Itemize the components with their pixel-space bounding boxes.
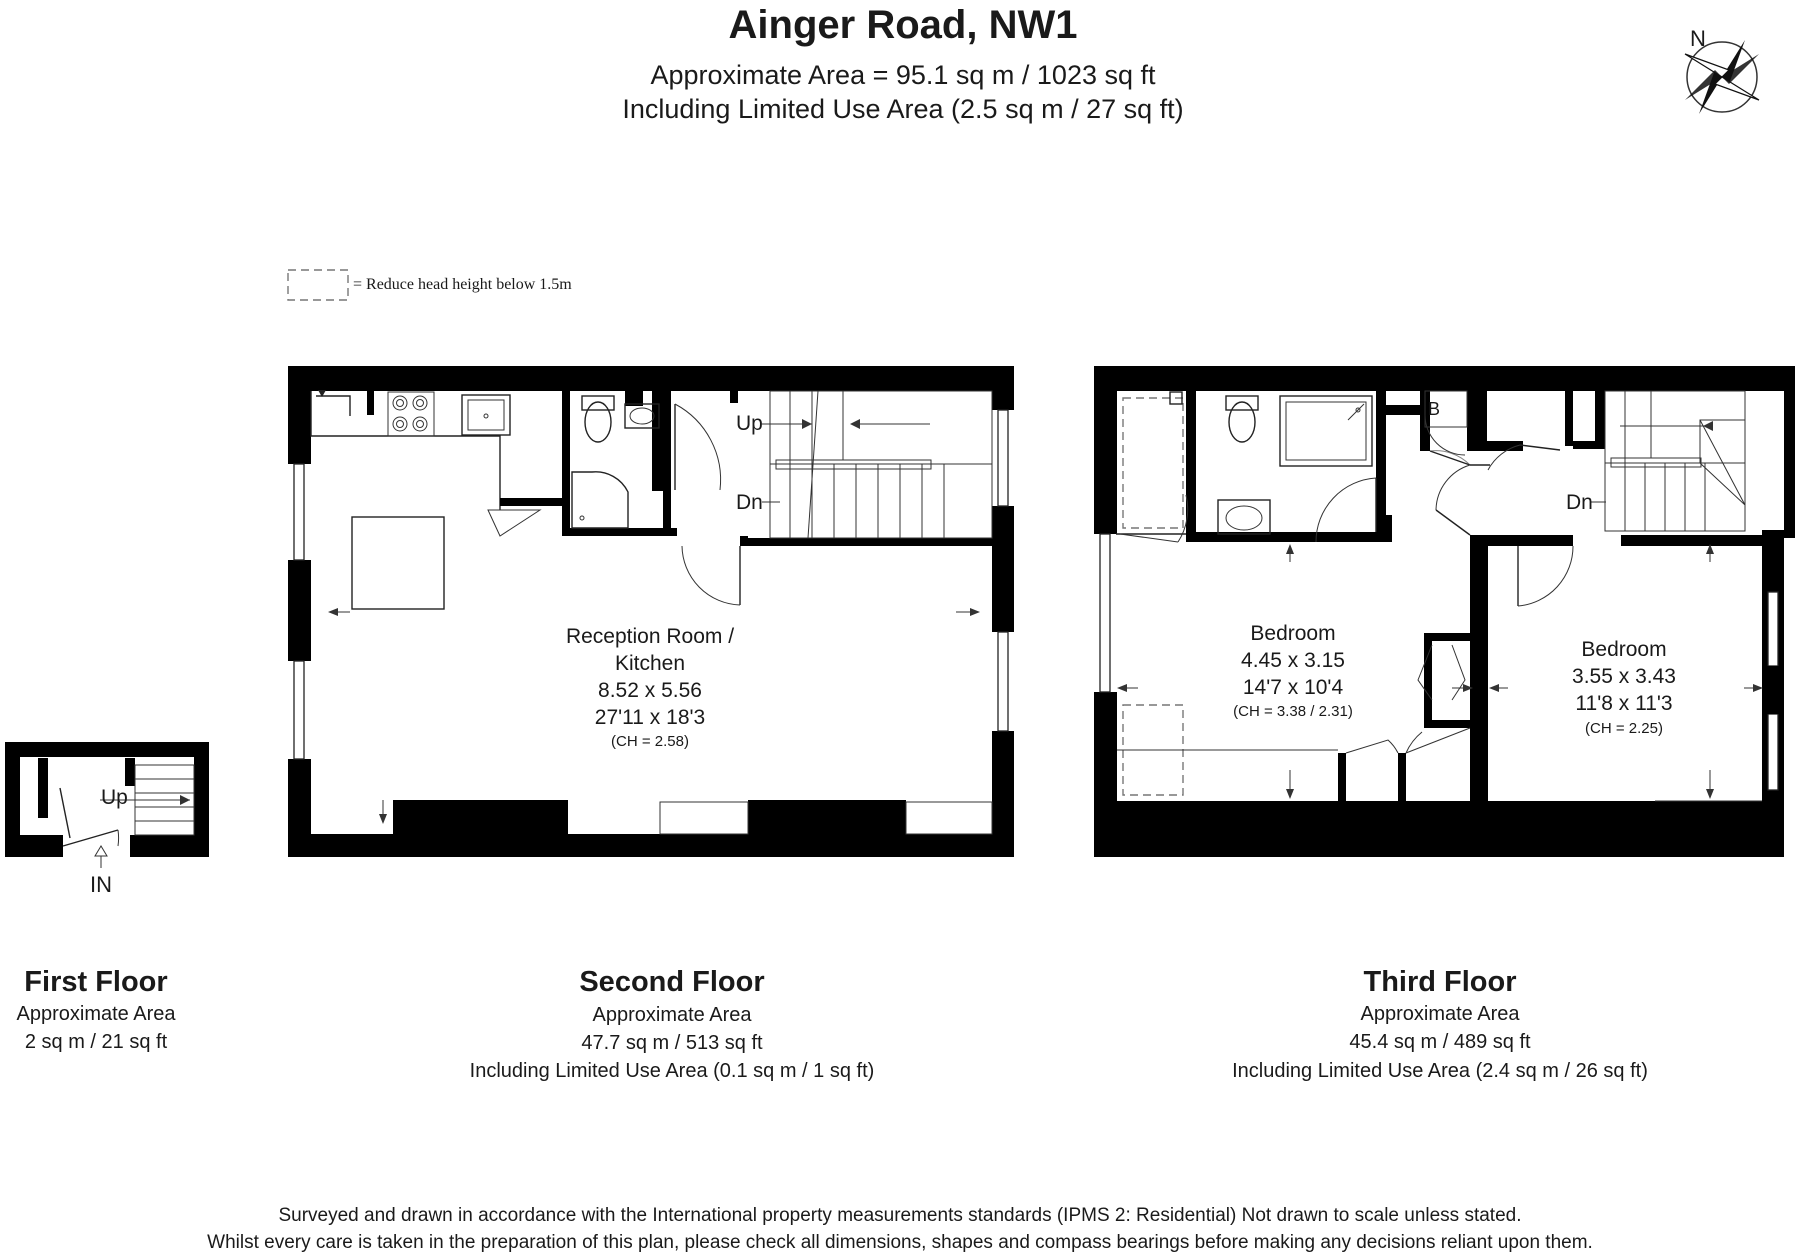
third-floor-plan bbox=[1094, 366, 1795, 857]
third-floor-area-label: Approximate Area bbox=[1360, 1003, 1520, 1025]
third-floor-caption bbox=[1232, 966, 1648, 1082]
reception-room-name-1: Reception Room / bbox=[565, 625, 735, 648]
second-floor-area-label: Approximate Area bbox=[592, 1004, 752, 1026]
reception-room-metric: 8.52 x 5.56 bbox=[598, 679, 702, 702]
compass-north-label: N bbox=[1690, 26, 1706, 51]
limited-use-area: Including Limited Use Area (2.5 sq m / 27 sq ft) bbox=[622, 94, 1184, 124]
bedroom-2-ceiling: (CH = 2.25) bbox=[1585, 720, 1663, 737]
reception-room-label bbox=[566, 625, 734, 750]
bedroom-1-ceiling: (CH = 3.38 / 2.31) bbox=[1233, 703, 1353, 720]
entrance-label: IN bbox=[90, 872, 112, 897]
boiler-label: B bbox=[1427, 399, 1441, 419]
bedroom-1-imperial: 14'7 x 10'4 bbox=[1242, 676, 1344, 699]
second-floor-title: Second Floor bbox=[579, 966, 765, 998]
bedroom-1-name: Bedroom bbox=[1250, 622, 1336, 645]
plan-title: Ainger Road, NW1 bbox=[728, 3, 1078, 47]
first-floor-caption bbox=[17, 966, 177, 1053]
compass-icon bbox=[1685, 40, 1759, 114]
second-floor-up-label: Up bbox=[736, 412, 763, 435]
third-floor-title: Third Floor bbox=[1363, 966, 1517, 998]
second-floor-limited: Including Limited Use Area (0.1 sq m / 1 sq ft) bbox=[469, 1060, 875, 1082]
total-area: Approximate Area = 95.1 sq m / 1023 sq ft bbox=[650, 60, 1156, 90]
bedroom-2-label bbox=[1572, 638, 1676, 737]
third-floor-down-label: Dn bbox=[1566, 491, 1593, 514]
first-floor-title: First Floor bbox=[24, 966, 168, 998]
first-floor-up-label: Up bbox=[101, 786, 128, 809]
bedroom-2-imperial: 11'8 x 11'3 bbox=[1575, 692, 1673, 715]
disclaimer-line-1: Surveyed and drawn in accordance with the International property measurements standards (IPMS 2: Residential) Not drawn to scale unless stated. bbox=[278, 1205, 1522, 1226]
reception-room-imperial: 27'11 x 18'3 bbox=[594, 706, 706, 729]
first-floor-area-value: 2 sq m / 21 sq ft bbox=[24, 1031, 168, 1053]
disclaimer-line-2: Whilst every care is taken in the preparation of this plan, please check all dimensions, shapes and compass bearings before making any decisions reliant upon them. bbox=[207, 1232, 1593, 1253]
legend-dashed-box-icon bbox=[288, 270, 348, 300]
bedroom-1-metric: 4.45 x 3.15 bbox=[1241, 649, 1345, 672]
third-floor-limited: Including Limited Use Area (2.4 sq m / 26 sq ft) bbox=[1232, 1060, 1648, 1082]
second-floor-down-label: Dn bbox=[736, 491, 763, 514]
second-floor-plan bbox=[288, 366, 1014, 857]
bedroom-1-label bbox=[1233, 622, 1353, 720]
legend-text: = Reduce head height below 1.5m bbox=[353, 276, 572, 293]
first-floor-area-label: Approximate Area bbox=[16, 1003, 176, 1025]
third-floor-area-value: 45.4 sq m / 489 sq ft bbox=[1349, 1031, 1531, 1053]
bedroom-2-name: Bedroom bbox=[1581, 638, 1667, 661]
second-floor-area-value: 47.7 sq m / 513 sq ft bbox=[581, 1032, 763, 1054]
reception-room-ceiling: (CH = 2.58) bbox=[611, 733, 689, 750]
second-floor-caption bbox=[470, 966, 875, 1082]
reception-room-name-2: Kitchen bbox=[614, 652, 686, 675]
bedroom-2-metric: 3.55 x 3.43 bbox=[1572, 665, 1676, 688]
